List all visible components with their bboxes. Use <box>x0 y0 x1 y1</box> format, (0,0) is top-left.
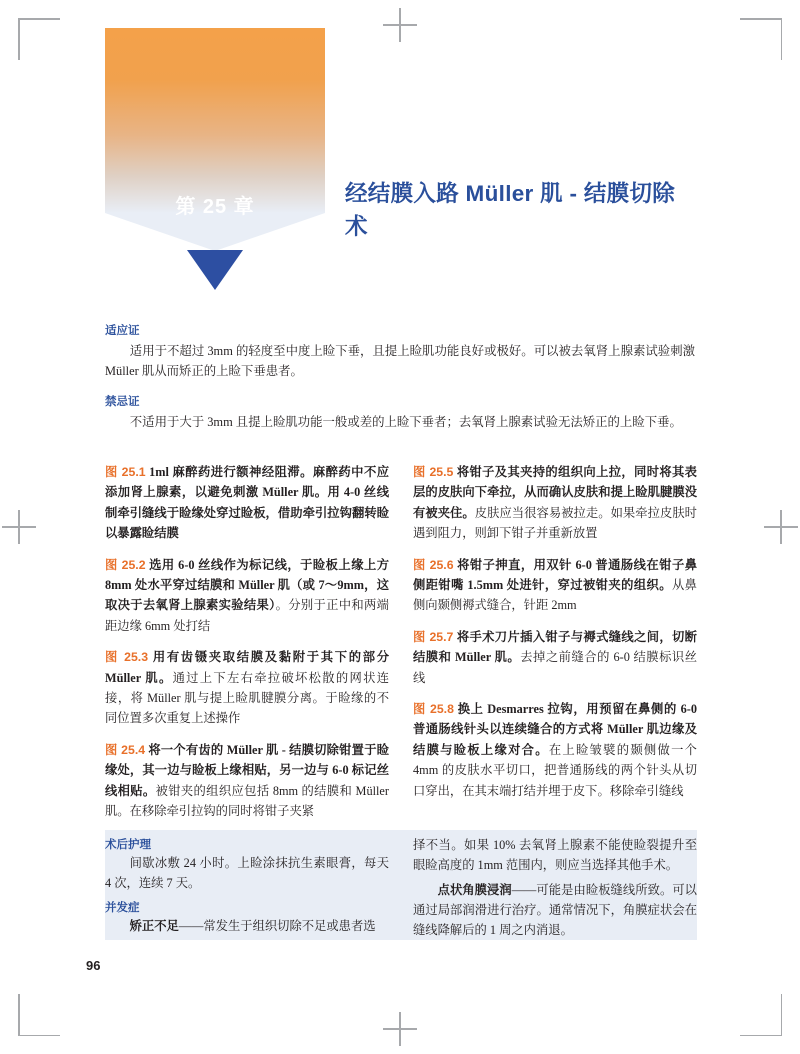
figure-number: 图 25.1 <box>105 465 146 479</box>
figure-caption <box>413 462 697 544</box>
figure-caption <box>105 647 389 729</box>
complication-undercorrection-continued: 择不当。如果 10% 去氧肾上腺素不能使睑裂提升至眼睑高度的 1mm 范围内，则应当选择其他手术。 <box>413 838 697 872</box>
figure-lead-text: 换上 Desmarres 拉钩，用预留在鼻侧的 6-0 普通肠线针头以连续缝合的方式将 Müller 肌边缘及结膜与睑板上缘对合。 <box>413 702 698 757</box>
figure-column-right <box>413 462 697 833</box>
figure-rest-text: 通过上下左右牵拉破坏松散的网状连接，将 Müller 肌与提上睑肌腱膜分离。于睑缘的不同位置多次重复上述操作 <box>105 670 389 726</box>
figure-caption <box>105 462 389 544</box>
figure-caption <box>105 740 389 822</box>
crop-mark-top-left <box>18 18 60 60</box>
figure-column-left <box>105 462 389 833</box>
figure-number: 图 25.8 <box>413 702 454 717</box>
figure-lead-text: 将钳子及其夹持的组织向上拉，同时将其表层的皮肤向下牵拉，从而确认皮肤和提上睑肌腱膜没有被夹住。 <box>413 465 697 520</box>
crop-mark-top-right <box>740 18 782 60</box>
figure-number: 图 25.4 <box>105 742 146 757</box>
page-title: 经结膜入路 Müller 肌 - 结膜切除术 <box>345 181 676 239</box>
contraindications-section <box>105 393 695 432</box>
figure-rest-text: 在上睑皱襞的颞侧做一个 4mm 的皮肤水平切口，把普通肠线的两个针头从切口穿出，在其末端打结并埋于皮下。移除牵引缝线 <box>413 742 697 798</box>
registration-mark-right <box>764 510 798 544</box>
figure-lead-text: 1ml 麻醉药进行额神经阻滞。麻醉药中不应添加肾上腺素，以避免刺激 Müller 肌。用 4-0 丝线制牵引缝线于睑缘处穿过睑板，借助牵引拉钩翻转睑以暴露睑结膜 <box>105 465 389 541</box>
registration-mark-top <box>383 8 417 42</box>
contraindications-heading: 禁忌证 <box>105 396 140 409</box>
figure-rest-text: 。分别于正中和两端距边缘 6mm 处打结 <box>105 598 389 633</box>
chapter-banner-arrow-icon <box>187 250 243 290</box>
postop-text: 间歇冰敷 24 小时。上睑涂抹抗生素眼膏，每天 4 次，连续 7 天。 <box>105 856 389 890</box>
postop-heading: 术后护理 <box>105 839 151 851</box>
chapter-banner-gradient <box>105 28 325 213</box>
figure-lead-text: 将手术刀片插入钳子与褥式缝线之间，切断结膜和 Müller 肌。 <box>413 629 697 665</box>
complications-heading: 并发症 <box>105 902 140 915</box>
registration-mark-bottom <box>383 1012 417 1046</box>
figure-lead-text: 用有齿镊夹取结膜及黏附于其下的部分 Müller 肌。 <box>105 650 389 685</box>
complications-text <box>105 917 389 937</box>
crop-mark-bottom-left <box>18 994 60 1036</box>
figure-rest-text: 去掉之前缝合的 6-0 结膜标识丝线 <box>413 650 698 685</box>
figure-lead-text: 将钳子抻直，用双针 6-0 普通肠线在钳子鼻侧距钳嘴 1.5mm 处进针，穿过被钳夹的组织。 <box>413 557 698 593</box>
complication-keratitis-desc: ——可能是由睑板缝线所致。可以通过局部润滑进行治疗。通常情况下，角膜症状会在缝线降解后的 1 周之内消退。 <box>413 883 697 937</box>
figure-number: 图 25.5 <box>413 465 454 479</box>
indications-section <box>105 322 695 381</box>
chapter-label: 第 25 章 <box>175 196 255 218</box>
figure-lead-text: 将一个有齿的 Müller 肌 - 结膜切除钳置于睑缘处，其一边与睑板上缘相贴，另一边与 6-0 标记丝线相贴。 <box>105 742 389 798</box>
complication-undercorrection-text: ——常发生于组织切除不足或患者选 <box>178 919 376 934</box>
complications-continuation-column <box>413 830 697 940</box>
postop-complications-block <box>105 830 697 940</box>
complication-keratitis-label: 点状角膜浸润 <box>437 883 512 898</box>
figure-caption <box>413 699 697 801</box>
figure-caption <box>413 555 697 616</box>
figure-caption <box>105 555 389 637</box>
figure-caption <box>413 627 697 688</box>
postop-column <box>105 830 389 940</box>
page-number: 96 <box>86 958 101 973</box>
figure-number: 图 25.3 <box>105 650 149 665</box>
figure-rest-text: 从鼻侧向颞侧褥式缝合，针距 2mm <box>413 578 697 613</box>
figure-rest-text: 被钳夹的组织应包括 8mm 的结膜和 Müller 肌。在移除牵引拉钩的同时将钳子夹紧 <box>105 783 389 819</box>
intro-sections <box>105 322 695 444</box>
registration-mark-left <box>2 510 36 544</box>
figure-caption-columns <box>105 462 697 833</box>
figure-number: 图 25.6 <box>413 557 454 572</box>
contraindications-text: 不适用于大于 3mm 且提上睑肌功能一般或差的上睑下垂者；去氧肾上腺素试验无法矫正的上睑下垂。 <box>129 415 682 430</box>
crop-mark-bottom-right <box>740 994 782 1036</box>
complication-undercorrection-label: 矫正不足 <box>129 919 179 934</box>
indications-text: 适用于不超过 3mm 的轻度至中度上睑下垂，且提上睑肌功能良好或极好。可以被去氧肾上腺素试验刺激 Müller 肌从而矫正的上睑下垂患者。 <box>105 344 695 379</box>
figure-rest-text: 皮肤应当很容易被拉走。如果牵拉皮肤时遇到阻力，则卸下钳子并重新放置 <box>413 505 697 541</box>
chapter-banner <box>105 28 325 218</box>
complication-keratitis-text <box>413 881 697 940</box>
figure-lead-text: 选用 6-0 丝线作为标记线，于睑板上缘上方 8mm 处水平穿过结膜和 Müller 肌（或 7～9mm，这取决于去氧肾上腺素实验结果） <box>105 557 390 613</box>
figure-number: 图 25.7 <box>413 629 454 644</box>
figure-number: 图 25.2 <box>105 557 146 572</box>
indications-heading: 适应证 <box>105 325 140 337</box>
